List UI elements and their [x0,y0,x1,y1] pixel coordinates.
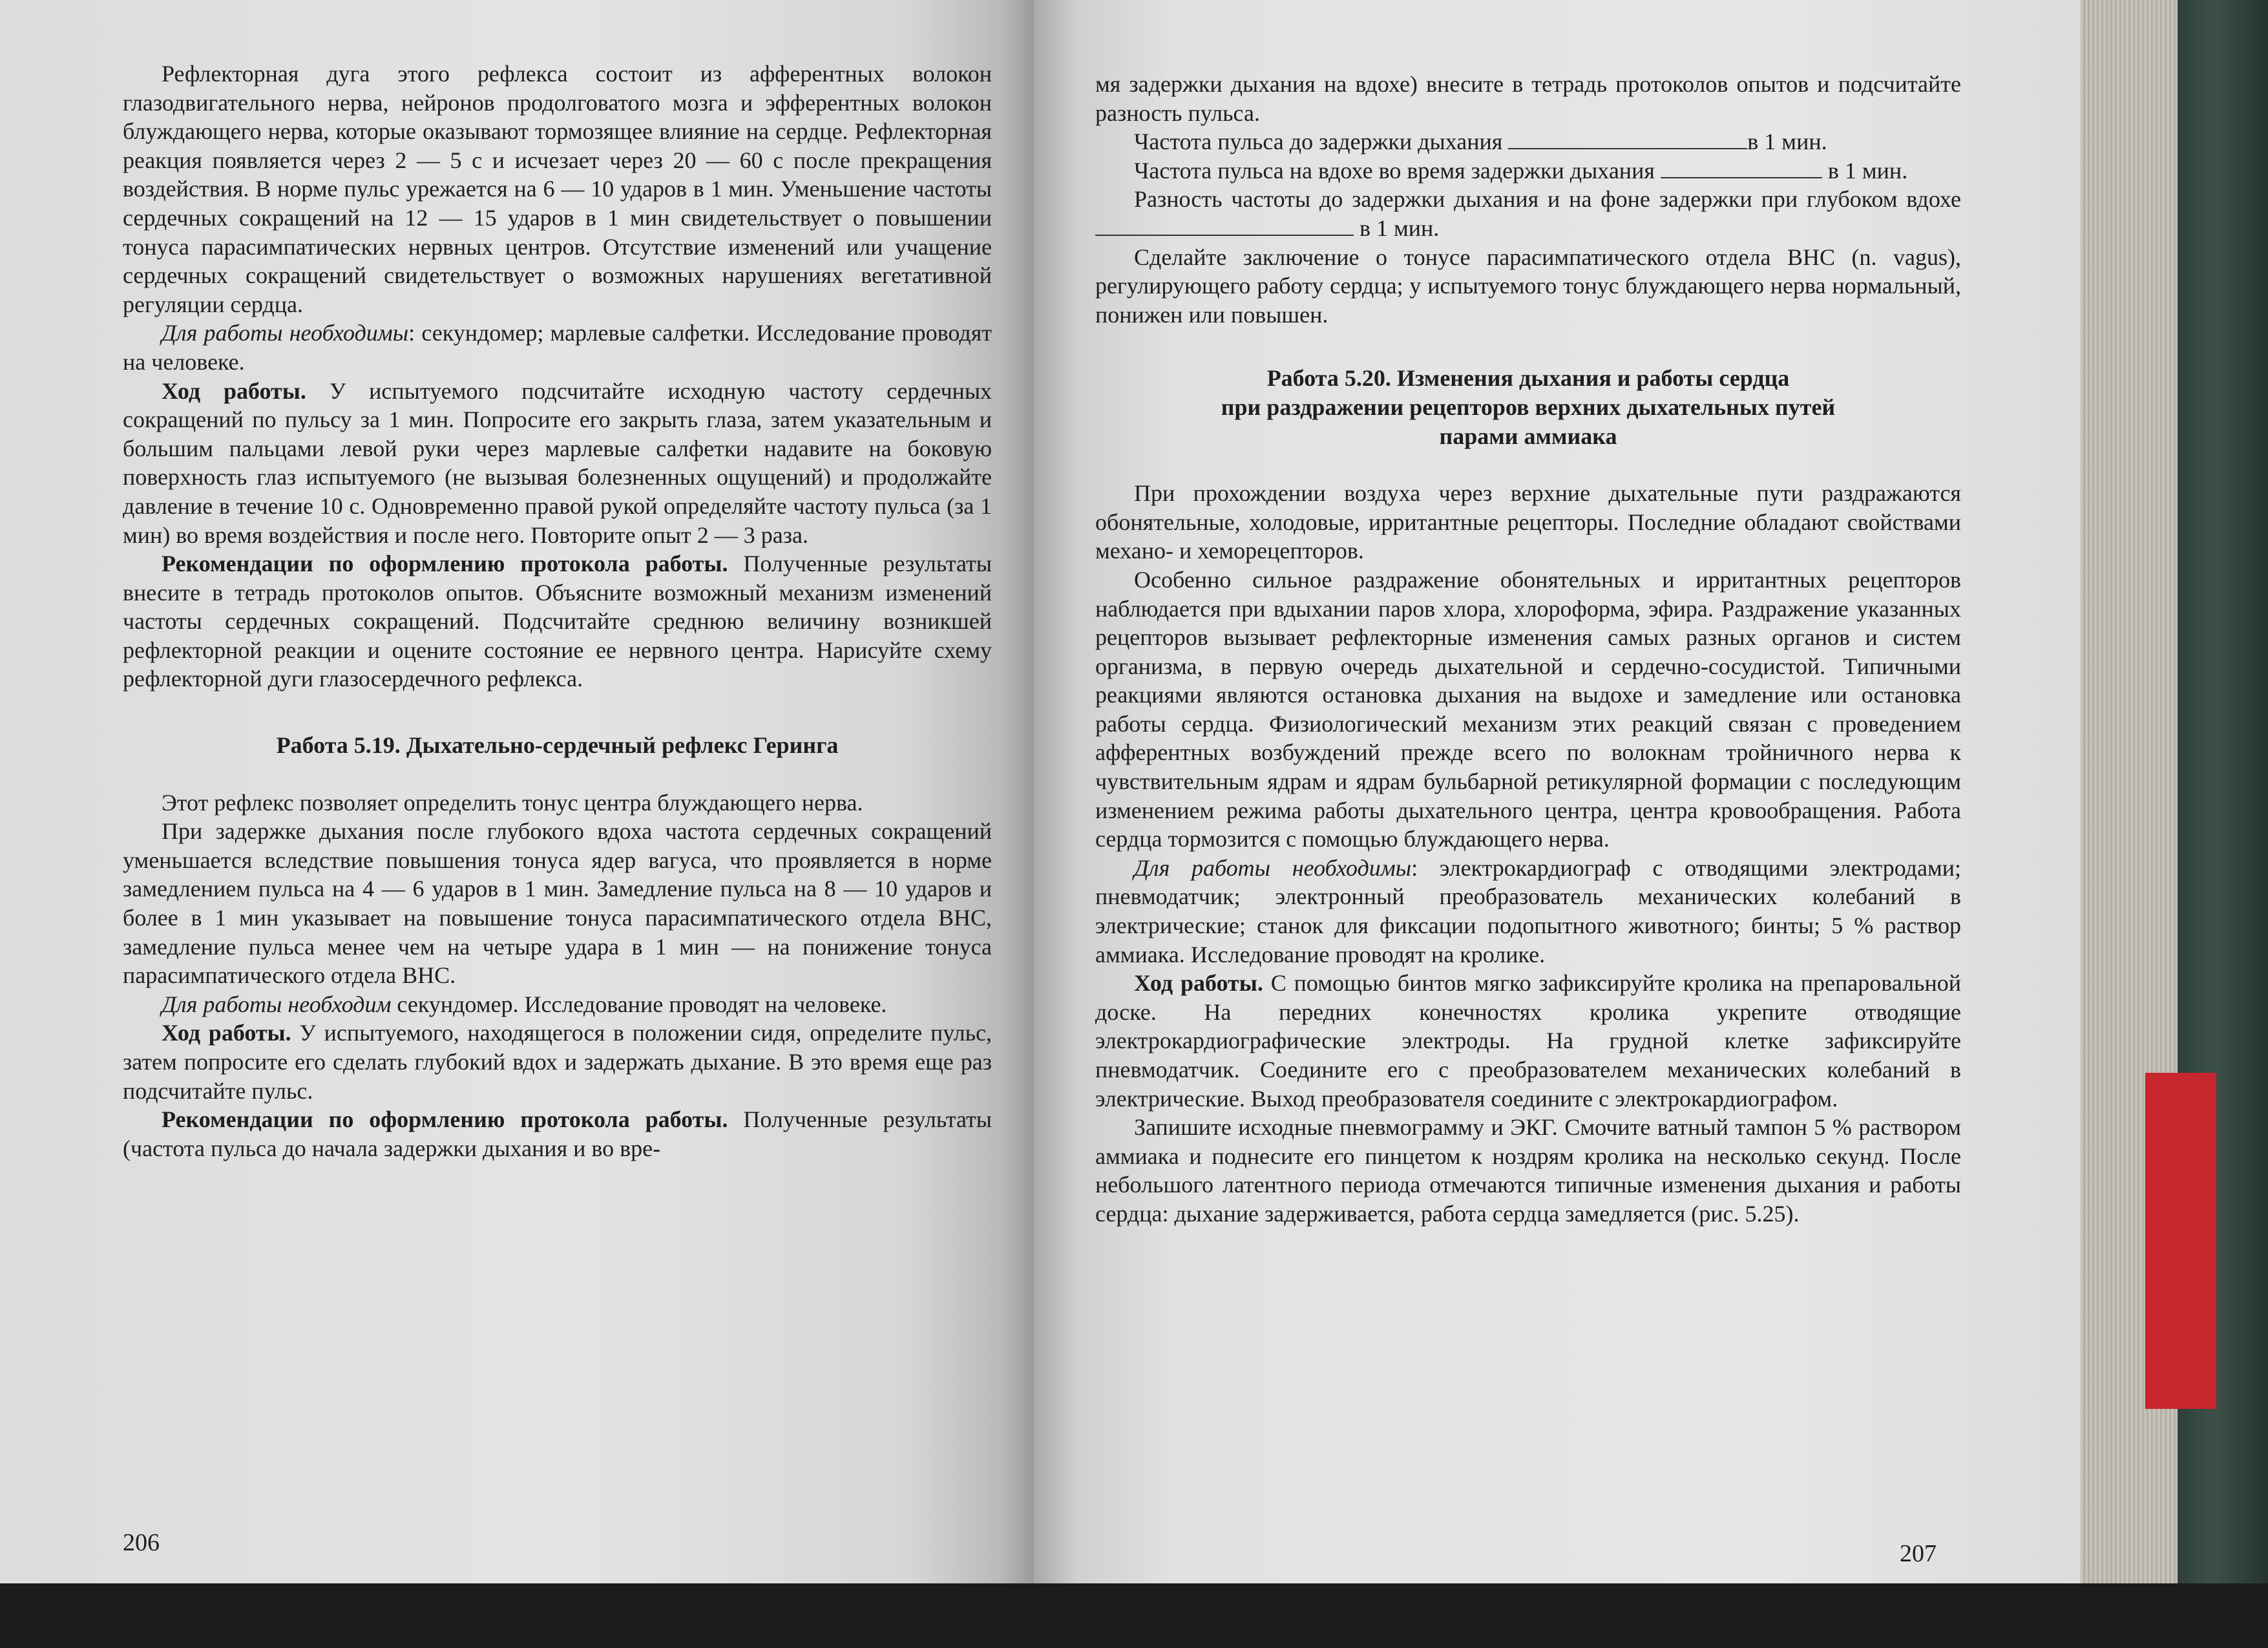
paragraph: Этот рефлекс позволяет определить тонус центра блуждающего нерва. [162,789,863,816]
paragraph [123,1019,992,1105]
form-unit: в 1 мин. [1360,215,1440,241]
left-page [0,0,1034,1583]
bold-lead: Рекомендации по оформлению протокола работы. [162,1106,728,1133]
form-unit: в 1 мин. [1827,157,1908,184]
paragraph: Сделайте заключение о тонусе парасимпатического отдела ВНС (n. vagus), регулирующего работу сердца; у испытуемого тонус блуждающего нерва нормальный, понижен или повышен. [1095,244,1961,328]
paragraph [123,549,992,693]
paragraph-text: У испытуемого подсчитайте исходную частоту сердечных сокращений по пульсу за 1 мин. Попросите его закрыть глаза, затем указательным и большим пальцами левой руки через марлевые салфетки надавите на боковую поверхность глаз испытуемого (не вызывая болезненных ощущений) и продолжайте давление в течение 10 с. Одновременно правой рукой определяйте частоту пульса (за 1 мин) во время воздействия и после него. Повторите опыт 2 — 3 раза. [123,377,992,548]
paragraph: мя задержки дыхания на вдохе) внесите в тетрадь протоколов опытов и подсчитайте разность пульса. [1095,71,1961,126]
paragraph [1095,854,1961,969]
paragraph [123,1105,992,1163]
paragraph [123,377,992,550]
blank-line [1508,129,1747,149]
paragraph: Особенно сильное раздражение обонятельных и ирритантных рецепторов наблюдается при вдыхании паров хлора, хлороформа, эфира. Раздражение указанных рецепторов вызывает рефлекторные изменения самых разных органов и систем организма, в первую очередь дыхательной и сердечно-сосудистой. Типичными реакциями являются остановка дыхания на выдохе и замедление или остановка работы сердца. Физиологический механизм этих реакций связан с проведением афферентных возбуждений прежде всего по волокнам тройничного нерва к чувствительным ядрам и ядрам бульбарной ретикулярной формации с последующим изменением режима работы дыхательного центра, центра кровообращения. Работа сердца тормозится с помощью блуждающего нерва. [1095,566,1961,852]
form-unit: в 1 мин. [1747,129,1827,155]
form-line [1095,156,1961,185]
bold-lead: Ход работы. [162,1020,291,1046]
section-heading: при раздражении рецепторов верхних дыхательных путей [1221,394,1836,420]
right-page [1034,0,2081,1583]
section-heading: Работа 5.20. Изменения дыхания и работы сердца [1266,365,1790,392]
italic-lead: Для работы необходимы [162,320,409,346]
bold-lead: Ход работы. [162,377,306,404]
paragraph: При прохождении воздуха через верхние дыхательные пути раздражаются обонятельные, холодовые, ирритантные рецепторы. Последние обладают свойствами механо- и хеморецепторов. [1095,480,1961,564]
scan-background [0,1583,2268,1648]
page-number: 207 [1900,1540,1937,1567]
paragraph: Рефлекторная дуга этого рефлекса состоит из афферентных волокон глазодвигательного нерва, нейронов продолговатого мозга и эфферентных волокон блуждающего нерва, которые оказывают тормозящее влияние на сердце. Рефлекторная реакция появляется через 2 — 5 с и исчезает через 20 — 60 с после прекращения воздействия. В норме пульс урежается на 6 — 10 ударов в 1 мин. Уменьшение частоты сердечных сокращений на 12 — 15 ударов в 1 мин свидетельствует о повышении тонуса парасимпатических нервных центров. Отсутствие изменений или учащение сердечных сокращений свидетельствует о возможных нарушениях вегетативной регуляции сердца. [123,61,992,317]
paragraph-text: : секундомер; марлевые салфетки. Исследование проводят на человеке. [123,320,992,375]
form-label: Разность частоты до задержки дыхания и на фоне задержки при глубоком вдохе [1134,186,1961,213]
paragraph [123,319,992,376]
section-heading: парами аммиака [1439,423,1617,449]
blank-line [1661,158,1822,178]
right-page-text [1095,70,1961,1229]
paragraph-text: У испытуемого, находящегося в положении сидя, определите пульс, затем попросите его сделать глубокий вдох и задержать дыхание. В это время еще раз подсчитайте пульс. [123,1020,992,1104]
paragraph-text: Полученные результаты внесите в тетрадь протоколов опытов. Объясните возможный механизм изменений частоты сердечных сокращений. Подсчитайте среднюю величину возникшей рефлекторной реакции и оцените состояние ее нервного центра. Нарисуйте схему рефлекторной дуги глазосердечного рефлекса. [123,551,992,692]
left-page-text [123,59,992,1163]
form-line [1095,185,1961,242]
italic-lead: Для работы необходимы [1134,854,1412,881]
form-label: Частота пульса до задержки дыхания [1134,129,1503,155]
paragraph [123,990,992,1019]
paragraph: При задержке дыхания после глубокого вдоха частота сердечных сокращений уменьшается вследствие повышения тонуса ядер вагуса, что проявляется в норме замедлением пульса на 4 — 6 ударов в 1 мин. Замедление пульса на 8 — 10 ударов и более в 1 мин указывает на повышение тонуса парасимпатического отдела ВНС, замедление пульса менее чем на четыре удара в 1 мин — на понижение тонуса парасимпатического отдела ВНС. [123,818,992,989]
paragraph: Запишите исходные пневмограмму и ЭКГ. Смочите ватный тампон 5 % раствором аммиака и поднесите его пинцетом к ноздрям кролика на несколько секунд. После небольшого латентного периода отмечаются типичные изменения дыхания и работы сердца: дыхание задерживается, работа сердца замедляется (рис. 5.25). [1095,1114,1961,1227]
bold-lead: Ход работы. [1134,970,1263,997]
blank-line [1095,215,1354,236]
paragraph-text: : электрокардиограф с отводящими электродами; пневмодатчик; электронный преобразователь механических колебаний в электрические; станок для фиксации подопытного животного; бинты; 5 % раствор аммиака. Исследование проводят на кролике. [1095,854,1961,967]
form-label: Частота пульса на вдохе во время задержки дыхания [1134,157,1655,184]
page-number: 206 [123,1529,160,1556]
paragraph-text: С помощью бинтов мягко зафиксируйте кролика на препаровальной доске. На передних конечностях кролика укрепите отводящие электрокардиографические электроды. На грудной клетке зафиксируйте пневмодатчик. Соедините его с преобразователем механических колебаний в электрические. Выход преобразователя соедините с электрокардиографом. [1095,970,1961,1112]
paragraph [1095,969,1961,1113]
paragraph-text: секундомер. Исследование проводят на человеке. [391,991,887,1017]
cover-red-stripe [2145,1073,2216,1409]
section-heading: Работа 5.19. Дыхательно-сердечный рефлекс Геринга [276,732,839,759]
italic-lead: Для работы необходим [162,991,392,1017]
bold-lead: Рекомендации по оформлению протокола работы. [162,551,728,577]
form-line [1095,127,1961,156]
paragraph-text: Полученные результаты (частота пульса до начала задержки дыхания и во вре- [123,1106,992,1161]
